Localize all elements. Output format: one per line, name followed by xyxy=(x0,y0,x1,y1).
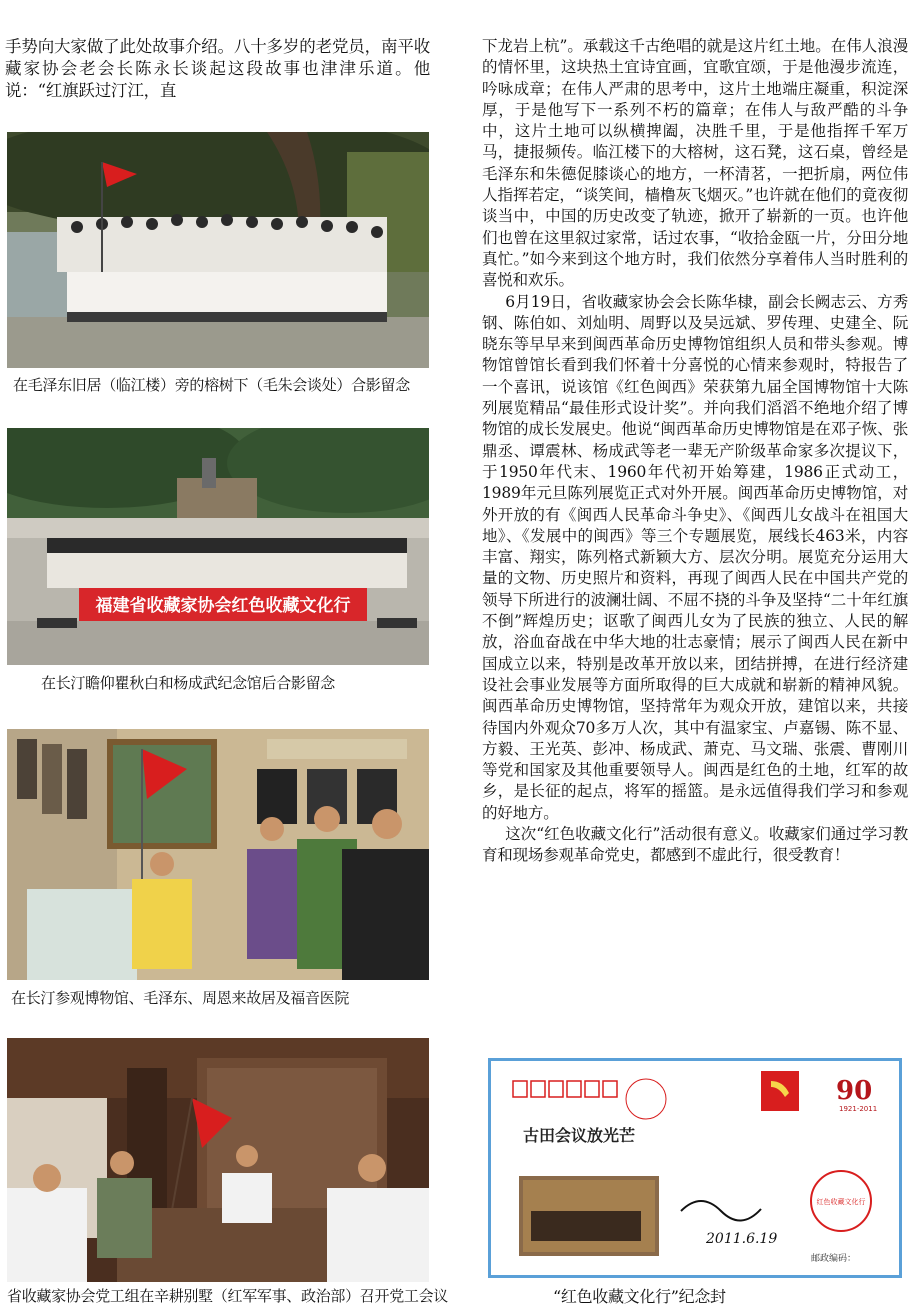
photo-banyan-group xyxy=(7,132,429,368)
cover-number: 90 xyxy=(836,1076,873,1106)
postmark-text: 红色收藏文化行 xyxy=(816,1198,866,1206)
postcode-label: 邮政编码： xyxy=(811,1254,857,1264)
intro-paragraph: 手势向大家做了此处故事介绍。八十多岁的老党员，南平收藏家协会老会长陈永长谈起这段故事也津津乐道。他说：“红旗跃过汀江，直 xyxy=(5,37,430,100)
cover-signature: 2011.6.19 xyxy=(706,1231,778,1247)
caption-cover: “红色收藏文化行”纪念封 xyxy=(553,1287,726,1306)
caption-photo-4: 省收藏家协会党工组在辛耕别墅（红军军事、政治部）召开党工会议 xyxy=(7,1287,449,1305)
photo-meeting xyxy=(7,1038,429,1282)
commemorative-cover xyxy=(488,1058,902,1278)
caption-photo-2: 在长汀瞻仰瞿秋白和杨成武纪念馆后合影留念 xyxy=(41,674,336,692)
caption-photo-1: 在毛泽东旧居（临江楼）旁的榕树下（毛朱会谈处）合影留念 xyxy=(13,376,410,394)
photo-museum-visit xyxy=(7,729,429,980)
caption-photo-3: 在长汀参观博物馆、毛泽东、周恩来故居及福音医院 xyxy=(11,989,350,1007)
right-column xyxy=(482,36,908,867)
article-paragraph-1: 下龙岩上杭”。承载这千古绝唱的就是这片红土地。在伟人浪漫的情怀里，这块热土宜诗宜画，宜歌宜颂，于是他漫步流连，吟咏成章；在伟人严肃的思考中，这片土地端庄凝重，积淀深厚，于是他写下一系列不朽的篇章；在伟人与敌严酷的斗争中，这片土地可以纵横捭阖，决胜千里，于是他指挥千军万马，捷报频传。临江楼下的大榕树，这石凳，这石桌，曾经是毛泽东和朱德促膝谈心的地方，一杯清茗，一把折扇，两位伟人指挥若定，“谈笑间，樯橹灰飞烟灭。”也许就在他们的竟夜彻谈当中，中国的历史改变了轨迹，掀开了崭新的一页。也许他们也曾在这里叙过家常，话过农事，“收拾金瓯一片，分田分地真忙。”如今来到这个地方时，我们依然分享着伟人当时胜利的喜悦和欢乐。 xyxy=(482,37,908,290)
party-emblem-icon xyxy=(761,1071,799,1111)
article-paragraph-3: 这次“红色收藏文化行”活动很有意义。收藏家们通过学习教育和现场参观革命党史，都感到不虚此行，很受教育！ xyxy=(482,824,908,865)
photo-memorial-group xyxy=(7,428,429,665)
banner-text: 福建省收藏家协会红色收藏文化行 xyxy=(95,596,351,616)
article-paragraph-2: 6月19日，省收藏家协会会长陈华棣，副会长阙志云、方秀钢、陈伯如、刘灿明、周野以及吴远斌、罗传理、史建全、阮晓东等早早来到闽西革命历史博物馆组织人员和带头参观。博物馆曾馆长看到我们怀着十分喜悦的心情来参观时，特报告了一个喜讯，说该馆《红色闽西》荣获第九届全国博物馆十大陈列展览精品“最佳形式设计奖”。并向我们滔滔不绝地介绍了博物馆的成长发展史。他说“闽西革命历史博物馆是在邓子恢、张鼎丞、谭震林、杨成武等老一辈无产阶级革命家多次提议下，于1950年代末、1960年代初开始筹建，1986正式动工，1989年元旦陈列展览正式对外开展。闽西革命历史博物馆，对外开放的有《闽西人民革命斗争史》、《闽西儿女战斗在祖国大地》、《发展中的闽西》等三个专题展览，展线长463米，内容丰富、翔实，陈列格式新颖大方、层次分明。展览充分运用大量的文物、历史照片和资料，再现了闽西人民在中国共产党的领导下所进行的波澜壮阔、不屈不挠的斗争及坚持“二十年红旗不倒”辉煌历史；讴歌了闽西儿女为了民族的独立、人民的解放，浴血奋战在中华大地的壮志豪情；展示了闽西人民在新中国成立以来，特别是改革开放以来，团结拼搏，在进行经济建设社会事业发展等方面所取得的巨大成就和崭新的精神风貌。闽西革命历史博物馆，坚持常年为观众开放，建馆以来，共接待国内外观众70多万人次，其中有温家宝、卢嘉锡、陈不显、方毅、王光英、彭冲、杨成武、萧克、马文瑞、张震、曹刚川等党和国家及其他重要领导人。闽西是红色的土地，红军的故乡，是长征的起点，将军的摇篮。是永远值得我们学习和参观的好地方。 xyxy=(482,292,908,822)
cover-headline: 古田会议放光芒 xyxy=(523,1126,636,1145)
cover-years: 1921-2011 xyxy=(839,1105,878,1113)
left-column xyxy=(5,36,430,102)
